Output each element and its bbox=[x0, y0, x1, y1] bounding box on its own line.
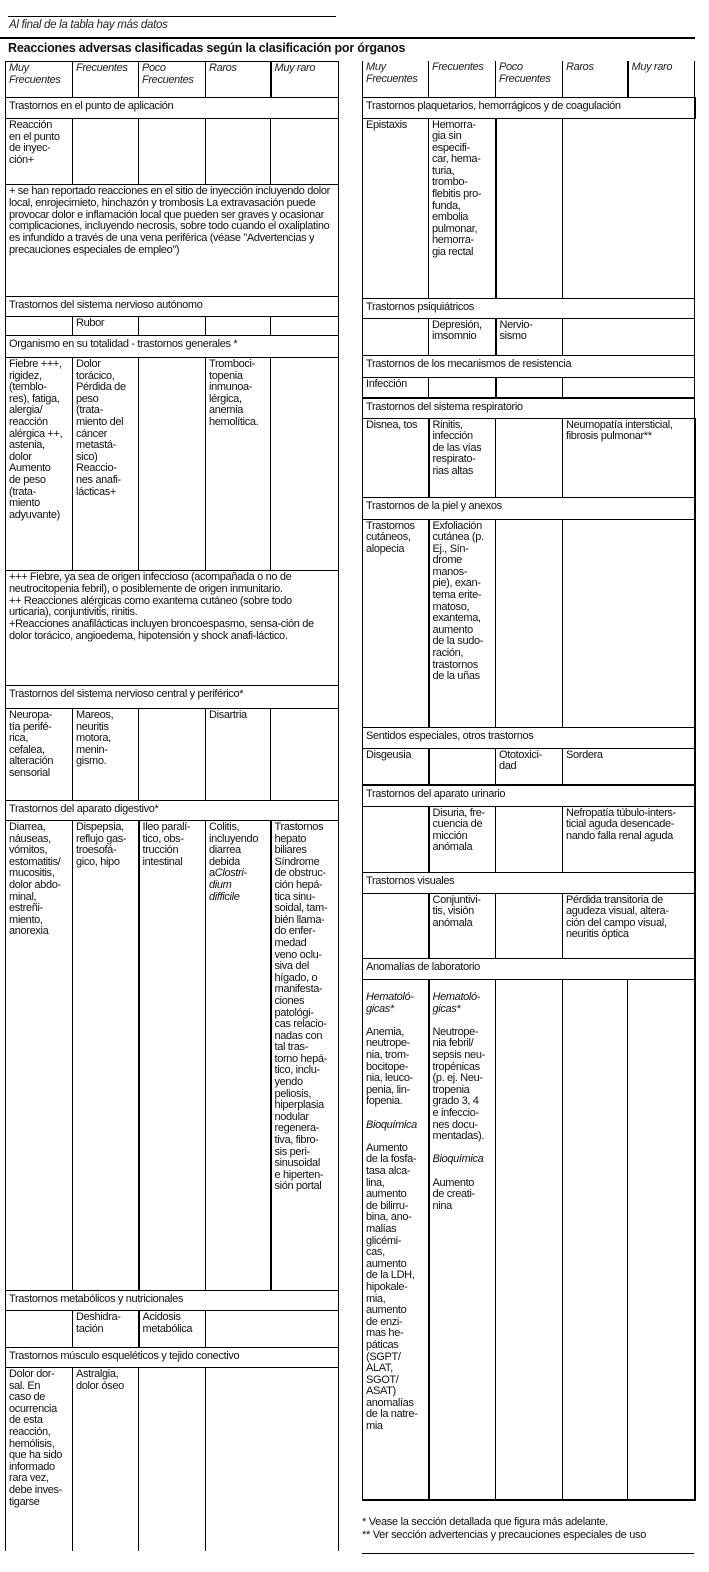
column-header-row bbox=[6, 62, 339, 98]
organism-name: Clostri- dium difficile bbox=[209, 867, 247, 903]
column-header: Raros bbox=[563, 61, 628, 97]
table-cell bbox=[271, 358, 339, 571]
cell-text: Neutrope- nia febril/ sepsis neu- tropénicas (p. ej. Neu- tropenia grado 3, 4 e infeccio- nes docu- mentadas). bbox=[432, 1025, 485, 1143]
table-cell: Fiebre +++, rigidez, (temblo- res), fatiga, alergia/ reacción alérgica ++, astenia, dolor Aumento de peso (trata- miento adyuvante) bbox=[6, 358, 73, 571]
table-cell: Nervio- sismo bbox=[496, 318, 563, 355]
cell-text: Aumento de creati- nina bbox=[432, 1176, 475, 1212]
section-heading: Trastornos de la piel y anexos bbox=[363, 497, 695, 519]
table-cell bbox=[206, 317, 271, 336]
table-cell bbox=[6, 1311, 73, 1348]
table-cell bbox=[628, 979, 695, 1500]
table-cell bbox=[563, 318, 695, 355]
table-row bbox=[363, 519, 695, 727]
lab-subheading: Hematoló- gicas* bbox=[432, 991, 481, 1015]
table-row bbox=[6, 821, 339, 1291]
cell-text: Aumento de la fosfa- tasa alca- lina, aumento de bilirru- bina, ano- malías glicémi- cas, aumento de la LDH, hipokale- mia, aumento de enzi- mas he- páticas (SGPT/ ALAT, SGOT/ ASAT) anomalías de la natre- mia bbox=[366, 1141, 418, 1433]
section-heading: Trastornos del sistema nervioso autónomo bbox=[6, 297, 339, 317]
table-cell bbox=[271, 119, 339, 185]
table-row bbox=[363, 748, 695, 785]
adverse-reactions-table-left bbox=[5, 61, 339, 1551]
table-cell bbox=[139, 1368, 206, 1551]
fever-note: +++ Fiebre, ya sea de origen infeccioso (acompañada o no de neutrocitopenia febril), o posiblemente de origen inmunitario. bbox=[9, 571, 292, 595]
table-row bbox=[6, 317, 339, 336]
table-cell bbox=[206, 821, 271, 1291]
table-cell: Astralgia, dolor óseo bbox=[73, 1368, 139, 1551]
table-row bbox=[363, 418, 695, 497]
table-cell: Hemorra- gia sin especifi- car, hema- turia, trombo- flebitis pro- funda, embolia pulmonar, hemorra- gia rectal bbox=[429, 118, 496, 298]
table-cell: Disuria, fre- cuencia de micción anómala bbox=[429, 806, 496, 872]
table-cell bbox=[496, 418, 563, 497]
table-cell bbox=[429, 979, 496, 1500]
section-heading: Trastornos músculo esqueléticos y tejido conectivo bbox=[6, 1348, 339, 1368]
lab-subheading: Bioquímica bbox=[366, 1118, 417, 1131]
table-cell: Depresión, imsomnio bbox=[429, 318, 496, 355]
table-cell bbox=[496, 377, 563, 398]
section-heading: Trastornos del aparato digestivo* bbox=[6, 801, 339, 821]
column-header: Muy raro bbox=[271, 62, 339, 98]
table-row bbox=[6, 709, 339, 801]
column-header: Muy raro bbox=[628, 61, 695, 97]
table-cell: Dispepsia, reflujo gas- troesofá- gico, hipo bbox=[73, 821, 139, 1291]
section-heading: Trastornos de los mecanismos de resistencia bbox=[363, 355, 695, 377]
table-cell bbox=[271, 317, 339, 336]
table-cell bbox=[206, 119, 271, 185]
section-heading: Anomalías de laboratorio bbox=[363, 958, 695, 979]
allergy-note: ++ Reacciones alérgicas como exantema cutáneo (sobre todo urticaria), conjuntivitis, rinitis. bbox=[9, 594, 292, 619]
general-notes bbox=[6, 571, 339, 686]
table-cell bbox=[206, 1311, 339, 1348]
column-header: Frecuentes bbox=[73, 62, 139, 98]
table-cell: Epistaxis bbox=[363, 118, 429, 298]
column-header-row bbox=[363, 61, 695, 97]
table-cell: Conjuntivi- tis, visión anómala bbox=[429, 893, 496, 958]
table-cell: Disnea, tos bbox=[363, 418, 429, 497]
footnotes bbox=[362, 1516, 646, 1541]
table-cell: Disartria bbox=[206, 709, 271, 801]
column-header: Poco Frecuentes bbox=[496, 61, 563, 97]
table-cell bbox=[563, 118, 695, 298]
table-cell bbox=[363, 318, 429, 355]
table-cell bbox=[73, 119, 139, 185]
table-cell: Neumopatía intersticial, fibrosis pulmonar** bbox=[563, 418, 695, 497]
table-cell bbox=[563, 519, 695, 727]
table-cell bbox=[496, 979, 563, 1500]
table-cell bbox=[139, 119, 206, 185]
table-cell bbox=[206, 1368, 339, 1551]
table-cell: Mareos, neuritis motora, menin- gismo. bbox=[73, 709, 139, 801]
table-cell: Sordera bbox=[563, 748, 695, 785]
table-row bbox=[6, 1311, 339, 1348]
table-cell bbox=[496, 893, 563, 958]
table-cell bbox=[363, 979, 429, 1500]
footnote: * Vease la sección detallada que figura más adelante. bbox=[362, 1516, 608, 1528]
table-cell: Nefropatía túbulo-inters- ticial aguda desencade- nando falla renal aguda bbox=[563, 806, 695, 872]
table-cell: Pérdida transitoria de agudeza visual, altera- ción del campo visual, neuritis óptica bbox=[563, 893, 695, 958]
table-row bbox=[363, 318, 695, 355]
table-cell: Reacción en el punto de inyec- ción+ bbox=[6, 119, 73, 185]
table-cell: Deshidra- tación bbox=[73, 1311, 139, 1348]
table-cell: Dolor dor- sal. En caso de ocurrencia de esta reacción, hemólisis, que ha sido informado rara vez, debe inves- tigarse bbox=[6, 1368, 73, 1551]
table-cell: Rinitis, infección de las vías respirato- rias altas bbox=[429, 418, 496, 497]
adverse-reactions-table-right bbox=[362, 61, 696, 1501]
table-row bbox=[363, 893, 695, 958]
continuation-note: Al final de la tabla hay más datos bbox=[9, 19, 168, 31]
table-cell bbox=[363, 806, 429, 872]
table-cell: Dolor torácico, Pérdida de peso (trata- miento del cáncer metastá- sico) Reaccio- nes anafi- lácticas+ bbox=[73, 358, 139, 571]
column-header: Raros bbox=[206, 62, 271, 98]
bottom-rule bbox=[362, 1553, 694, 1554]
column-header: Muy Frecuentes bbox=[6, 62, 73, 98]
section-heading: Trastornos plaquetarios, hemorrágicos y de coagulación bbox=[363, 97, 695, 118]
cell-text: Colitis, incluyendo diarrea debida a bbox=[209, 821, 259, 880]
table-row bbox=[363, 377, 695, 398]
table-cell bbox=[429, 748, 496, 785]
table-cell bbox=[429, 377, 496, 398]
table-cell bbox=[139, 709, 206, 801]
injection-site-note: + se han reportado reacciones en el sitio de inyección incluyendo dolor local, enrojecimieto, hinchazón y trombosis La extravasación puede provocar dolor e inflamación local que pueden ser graves y ocasionar complicaciones, incluyendo necrosis, sobre todo cuando el oxaliplatino es infundido a través de una vena periférica (véase "Advertencias y precauciones especiales de empleo") bbox=[6, 185, 339, 297]
table-row bbox=[6, 358, 339, 571]
section-heading: Trastornos del aparato urinario bbox=[363, 785, 695, 806]
table-cell: Neuropa- tía perifé- rica, cefalea, alteración sensorial bbox=[6, 709, 73, 801]
table-cell: Trastornos cutáneos, alopecia bbox=[363, 519, 429, 727]
table-cell bbox=[139, 317, 206, 336]
cell-text: Anemia, neutrope- nia, trom- bocitope- nia, leuco- penia, lin- fopenia. bbox=[366, 1025, 413, 1108]
table-cell: Ileo paralí- tico, obs- trucción intestinal bbox=[139, 821, 206, 1291]
table-cell: Tromboci- topenia inmunoa- lérgica, anemia hemolítica. bbox=[206, 358, 271, 571]
table-cell bbox=[139, 358, 206, 571]
table-cell: Disgeusia bbox=[363, 748, 429, 785]
title-rule bbox=[0, 37, 695, 39]
section-heading: Trastornos visuales bbox=[363, 872, 695, 893]
table-cell bbox=[563, 377, 695, 398]
section-heading: Trastornos del sistema respiratorio bbox=[363, 398, 695, 418]
section-heading: Trastornos del sistema nervioso central y periférico* bbox=[6, 686, 339, 709]
table-row bbox=[6, 119, 339, 185]
table-cell bbox=[363, 893, 429, 958]
table-cell bbox=[563, 979, 628, 1500]
anaphylaxis-note: +Reacciones anafilácticas incluyen broncoespasmo, sensa-ción de dolor torácico, angioedema, hipotensión y shock anafi-láctico. bbox=[9, 618, 314, 642]
section-heading: Trastornos metabólicos y nutricionales bbox=[6, 1291, 339, 1311]
table-cell: Rubor bbox=[73, 317, 139, 336]
column-header: Muy Frecuentes bbox=[363, 61, 429, 97]
table-cell: Infección bbox=[363, 377, 429, 398]
top-rule bbox=[8, 16, 336, 17]
table-cell bbox=[271, 709, 339, 801]
table-row bbox=[363, 979, 695, 1500]
table-cell bbox=[496, 806, 563, 872]
table-cell bbox=[496, 519, 563, 727]
section-heading: Organismo en su totalidad - trastornos generales * bbox=[6, 336, 339, 358]
footnote: ** Ver sección advertencias y precauciones especiales de uso bbox=[362, 1528, 647, 1541]
table-row bbox=[6, 1368, 339, 1551]
table-cell: Diarrea, náuseas, vómitos, estomatitis/ mucositis, dolor abdo- minal, estreñi- miento, anorexia bbox=[6, 821, 73, 1291]
column-header: Poco Frecuentes bbox=[139, 62, 206, 98]
table-cell: Acidosis metabólica bbox=[139, 1311, 206, 1348]
section-heading: Sentidos especiales, otros trastornos bbox=[363, 727, 695, 748]
table-cell bbox=[6, 317, 73, 336]
section-heading: Trastornos en el punto de aplicación bbox=[6, 98, 339, 119]
document-title: Reacciones adversas clasificadas según la clasificación por órganos bbox=[8, 41, 406, 55]
table-cell: Ototoxici- dad bbox=[496, 748, 563, 785]
column-header: Frecuentes bbox=[429, 61, 496, 97]
table-row bbox=[363, 806, 695, 872]
table-row bbox=[363, 118, 695, 298]
lab-subheading: Hematoló- gicas* bbox=[366, 991, 414, 1015]
section-heading: Trastornos psiquiátricos bbox=[363, 298, 695, 318]
lab-subheading: Bioquímica bbox=[432, 1153, 484, 1166]
table-cell: Trastornos hepato biliares Síndrome de obstruc- ción hepá- tica sinu- soidal, tam- bién llama- do enfer- medad veno oclu- siva del hígado, o manifesta- ciones patológi- cas relacio- nadas con tal tras- torno hepá- tico, inclu- yendo peliosis, hiperplasia nodular regenera- tiva, fibro- sis peri- sinusoidal e hiperten- sión portal bbox=[271, 821, 339, 1291]
table-cell bbox=[496, 118, 563, 298]
table-cell: Exfoliación cutánea (p. Ej., Sín- drome manos- pie), exan- tema erite- matoso, exantema, aumento de la sudo- ración, trastornos de la uñas bbox=[429, 519, 496, 727]
